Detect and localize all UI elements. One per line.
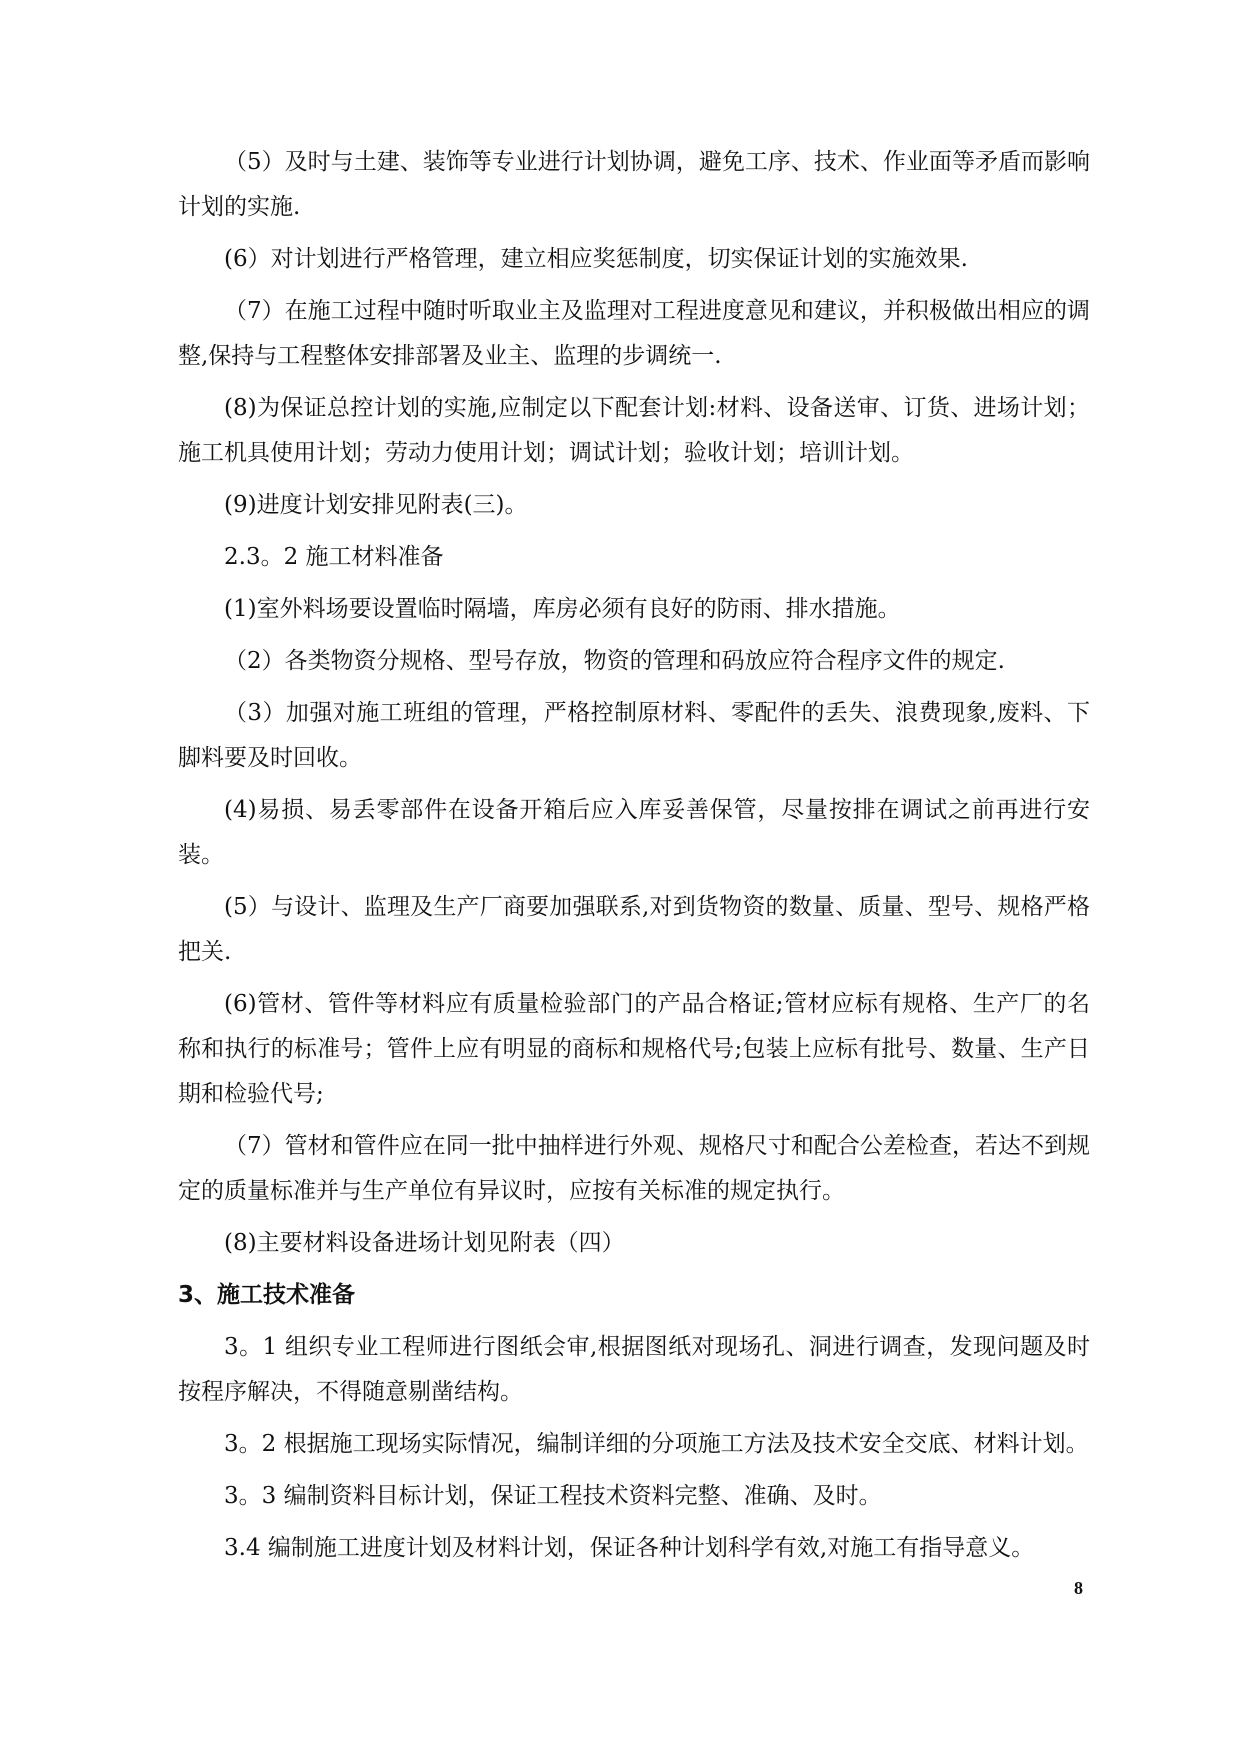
paragraph-materials-appendix: (8)主要材料设备进场计划见附表（四） (224, 1230, 625, 1256)
paragraph-storage-yard: (1)室外料场要设置临时隔墙，库房必须有良好的防雨、排水措施。 (224, 596, 901, 622)
paragraph-pipe-sampling: （7）管材和管件应在同一批中抽样进行外观、规格尺寸和配合公差检查，若达不到规定的质量标准并与生产单位有异议时，应按有关标准的规定执行。 (178, 1133, 1090, 1204)
paragraph-schedule-appendix: (9)进度计划安排见附表(三)。 (224, 492, 528, 518)
paragraph-pipe-certificates: (6)管材、管件等材料应有质量检验部门的产品合格证;管材应标有规格、生产厂的名称和执行的标准号；管件上应有明显的商标和规格代号;包装上应标有批号、数量、生产日期和检验代号; (178, 991, 1090, 1107)
paragraph-method-statement: 3。2 根据施工现场实际情况，编制详细的分项施工方法及技术安全交底、材料计划。 (224, 1431, 1089, 1457)
page-number: 8 (1074, 1578, 1083, 1598)
paragraph-schedule-coordination: （5）及时与土建、装饰等专业进行计划协调，避免工序、技术、作业面等矛盾而影响计划的实施. (178, 149, 1090, 220)
paragraph-material-sorting: （2）各类物资分规格、型号存放，物资的管理和码放应符合程序文件的规定. (224, 648, 1005, 674)
paragraph-team-management: （3）加强对施工班组的管理，严格控制原材料、零配件的丢失、浪费现象,废料、下脚料要及时回收。 (178, 700, 1090, 771)
paragraph-supporting-plans: (8)为保证总控计划的实施,应制定以下配套计划:材料、设备送审、订货、进场计划；施工机具使用计划；劳动力使用计划；调试计划；验收计划；培训计划。 (178, 395, 1090, 466)
paragraph-progress-plan: 3.4 编制施工进度计划及材料计划，保证各种计划科学有效,对施工有指导意义。 (224, 1535, 1035, 1561)
section-heading: 3、施工技术准备 (178, 1282, 356, 1308)
paragraph-fragile-parts: (4)易损、易丢零部件在设备开箱后应入库妥善保管，尽量按排在调试之前再进行安装。 (178, 797, 1090, 868)
subsection-title-materials: 2.3。2 施工材料准备 (224, 544, 444, 570)
paragraph-owner-feedback: （7）在施工过程中随时听取业主及监理对工程进度意见和建议，并积极做出相应的调整,保持与工程整体安排部署及业主、监理的步调统一. (178, 298, 1090, 369)
paragraph-documentation-plan: 3。3 编制资料目标计划，保证工程技术资料完整、准确、及时。 (224, 1483, 882, 1509)
paragraph-schedule-management: (6）对计划进行严格管理，建立相应奖惩制度，切实保证计划的实施效果. (224, 246, 968, 272)
document-body (178, 140, 1090, 1578)
paragraph-supplier-liaison: (5）与设计、监理及生产厂商要加强联系,对到货物资的数量、质量、型号、规格严格把关. (178, 894, 1090, 965)
paragraph-drawing-review: 3。1 组织专业工程师进行图纸会审,根据图纸对现场孔、洞进行调查，发现问题及时按程序解决，不得随意剔凿结构。 (178, 1334, 1090, 1405)
